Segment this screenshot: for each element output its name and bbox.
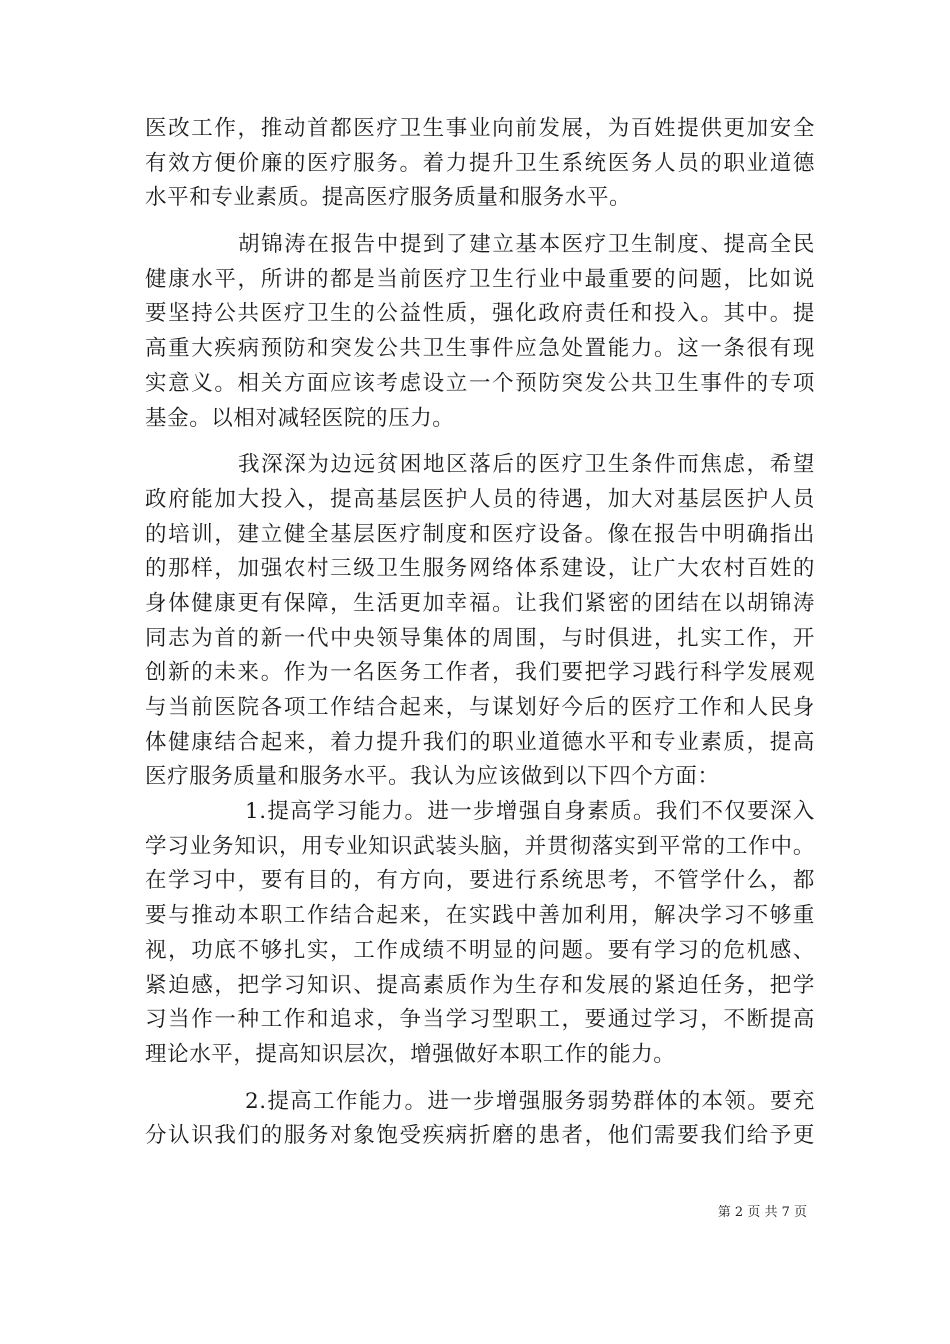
document-body xyxy=(145,112,815,1154)
text-line: 1.提高学习能力。进一步增强自身素质。我们不仅要深入 xyxy=(245,799,815,825)
page-number: 第 2 页 共 7 页 xyxy=(717,1205,807,1220)
text-line: 医疗服务质量和服务水平。我认为应该做到以下四个方面： xyxy=(145,764,720,790)
text-line: 政府能加大投入，提高基层医护人员的待遇，加大对基层医护人员 xyxy=(145,486,815,512)
text-line: 分认识我们的服务对象饱受疾病折磨的患者，他们需要我们给予更 xyxy=(145,1123,815,1149)
text-line: 学习业务知识，用专业知识武装头脑，并贯彻落实到平常的工作中。 xyxy=(145,833,815,859)
text-line: 的那样，加强农村三级卫生服务网络体系建设，让广大农村百姓的 xyxy=(145,556,815,582)
text-line: 与当前医院各项工作结合起来，与谋划好今后的医疗工作和人民身 xyxy=(145,695,815,720)
text-line: 实意义。相关方面应该考虑设立一个预防突发公共卫生事件的专项 xyxy=(145,370,815,396)
text-line: 基金。以相对减轻医院的压力。 xyxy=(145,405,455,431)
text-line: 创新的未来。作为一名医务工作者，我们要把学习践行科学发展观 xyxy=(145,660,815,686)
text-line: 有效方便价廉的医疗服务。着力提升卫生系统医务人员的职业道德 xyxy=(145,150,815,176)
text-line: 胡锦涛在报告中提到了建立基本医疗卫生制度、提高全民 xyxy=(238,232,815,258)
text-line: 2.提高工作能力。进一步增强服务弱势群体的本领。要充 xyxy=(245,1088,815,1114)
text-line: 医改工作，推动首都医疗卫生事业向前发展，为百姓提供更加安全 xyxy=(145,116,815,141)
text-line: 在学习中，要有目的，有方向，要进行系统思考，不管学什么，都 xyxy=(145,868,815,894)
paragraph xyxy=(145,112,815,216)
paragraph xyxy=(145,795,815,1073)
paragraph xyxy=(145,448,815,795)
text-line: 理论水平，提高知识层次，增强做好本职工作的能力。 xyxy=(145,1041,676,1067)
text-line: 我深深为边远贫困地区落后的医疗卫生条件而焦虑，希望 xyxy=(238,452,815,478)
paragraph xyxy=(145,228,815,436)
text-line: 紧迫感，把学习知识、提高素质作为生存和发展的紧迫任务，把学 xyxy=(145,972,815,998)
text-line: 视，功底不够扎实，工作成绩不明显的问题。要有学习的危机感、 xyxy=(145,937,815,963)
text-line: 身体健康更有保障，生活更加幸福。让我们紧密的团结在以胡锦涛 xyxy=(145,590,815,616)
text-line: 要坚持公共医疗卫生的公益性质，强化政府责任和投入。其中。提 xyxy=(145,301,815,327)
text-line: 的培训，建立健全基层医疗制度和医疗设备。像在报告中明确指出 xyxy=(145,521,815,547)
text-line: 水平和专业素质。提高医疗服务质量和服务水平。 xyxy=(145,185,632,211)
text-line: 健康水平，所讲的都是当前医疗卫生行业中最重要的问题，比如说 xyxy=(145,266,815,292)
text-line: 习当作一种工作和追求，争当学习型职工，要通过学习，不断提高 xyxy=(145,1007,815,1033)
text-line: 要与推动本职工作结合起来，在实践中善加利用，解决学习不够重 xyxy=(145,903,815,929)
text-line: 同志为首的新一代中央领导集体的周围，与时俱进，扎实工作，开 xyxy=(145,625,815,651)
text-line: 高重大疾病预防和突发公共卫生事件应急处置能力。这一条很有现 xyxy=(145,336,815,362)
text-line: 体健康结合起来，着力提升我们的职业道德水平和专业素质，提高 xyxy=(145,729,815,755)
paragraph xyxy=(145,1085,815,1154)
